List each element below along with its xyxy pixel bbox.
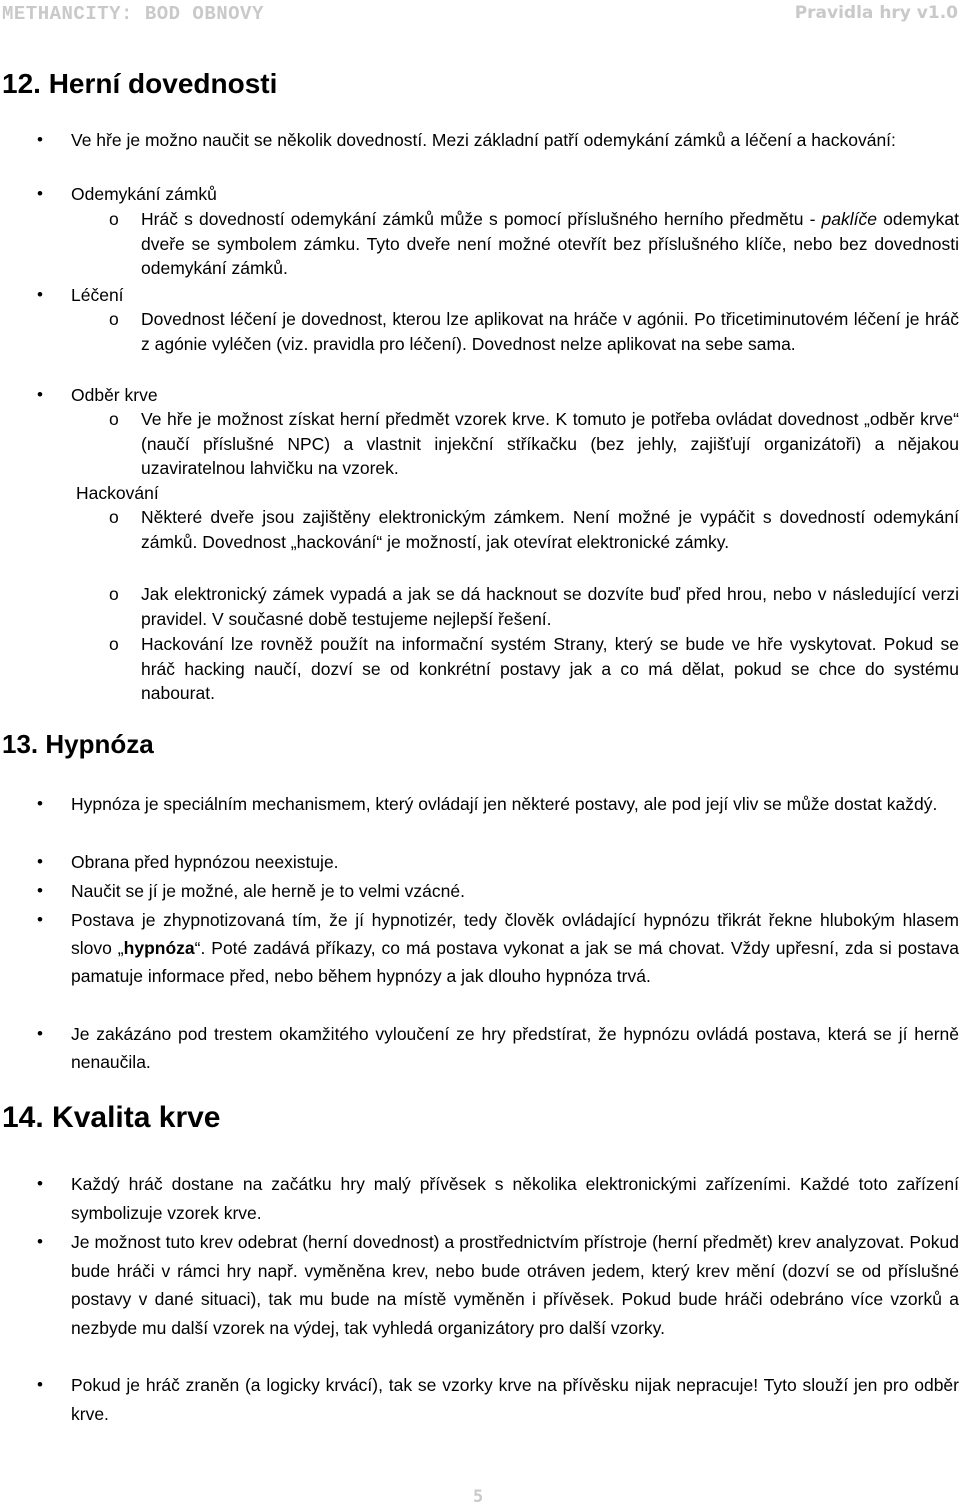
section-13-title: 13. Hypnóza bbox=[2, 729, 154, 759]
blood-quality-bullet-1: • Každý hráč dostane na začátku hry malý přívěsek s několika elektronickými zařízeními. Každé toto zařízení symbolizuje vzorek krve. bbox=[71, 1170, 959, 1227]
hack-paragraph-1: o Některé dveře jsou zajištěny elektronickým zámkem. Není možné je vypáčit s dovedností odemykání zámků. Dovednost „hackování“ je možností, jak otevírat elektronické zámky. bbox=[141, 505, 959, 554]
page-header bbox=[0, 0, 960, 28]
hypnosis-bullet-2: • Obrana před hypnózou neexistuje. bbox=[71, 848, 959, 876]
page-number: 5 bbox=[473, 1487, 484, 1507]
section-14-title: 14. Kvalita krve bbox=[2, 1101, 221, 1134]
hypnosis-bullet-1: • Hypnóza je speciálním mechanismem, který ovládají jen některé postavy, ale pod její vliv se může dostat každý. bbox=[71, 790, 959, 818]
hypnosis-bullet-3: • Naučit se jí je možné, ale herně je to velmi vzácné. bbox=[71, 877, 959, 905]
blood-paragraph: o Ve hře je možnost získat herní předmět vzorek krve. K tomuto je potřeba ovládat dovednost „odběr krve“ (naučí příslušné NPC) a vlastnit injekční stříkačku (bez jehly, zajišťují organizátoři) a nějakou uzaviratelnou lahvičku na vzorek. bbox=[141, 407, 959, 481]
heal-label: • Léčení bbox=[71, 283, 124, 308]
blood-label: • Odběr krve bbox=[71, 383, 158, 408]
hypnosis-bullet-5: • Je zakázáno pod trestem okamžitého vyloučení ze hry předstírat, že hypnózu ovládá postava, která se jí herně nenaučila. bbox=[71, 1020, 959, 1076]
section-12-intro bbox=[71, 128, 959, 153]
blood-quality-bullet-2: • Je možnost tuto krev odebrat (herní dovednost) a prostřednictvím přístroje (herní předmět) krev analyzovat. Pokud bude hráči v rámci hry např. vyměněna krev, nebo bude otráven jedem, který krev mění (dozví se od příslušné postavy v dané situaci), tak mu bude na místě vyměněn i přívěsek. Pokud bude hráči odebráno více vzorků a nezbyde mu další vzorek na výdej, tak vyhledá organizátory pro další vzorky. bbox=[71, 1228, 959, 1342]
lock-text-b: odemykat dveře se symbolem zámku. Tyto dveře není možné otevřít bez příslušného klíče, nebo bez dovednosti odemykání zámků. bbox=[141, 209, 960, 278]
lock-paragraph bbox=[141, 207, 959, 281]
lock-label: • Odemykání zámků bbox=[71, 182, 217, 207]
hack-label: Hackování bbox=[76, 483, 159, 503]
lock-text-italic: paklíče bbox=[821, 209, 877, 229]
header-document-title: METHANCITY: BOD OBNOVY bbox=[2, 3, 264, 25]
hypnosis-b4-text-a: Postava je zhypnotizovaná tím, že jí hypnotizér, tedy člověk ovládající hypnózu třikrát řekne hlubokým hlasem slovo „ bbox=[71, 910, 959, 958]
hypnosis-b4-text-b: “. Poté zadává příkazy, co má postava vykonat a jak se má chovat. Vždy upřesní, zda si postava pamatuje informace před, nebo během hypnózy a jak dlouho hypnóza trvá. bbox=[71, 938, 959, 986]
hack-paragraph-2: o Jak elektronický zámek vypadá a jak se dá hacknout se dozvíte buď před hrou, nebo v následující verzi pravidel. V současné době testujeme nejlepší řešení. bbox=[141, 582, 959, 631]
hypnosis-keyword: hypnóza bbox=[123, 938, 195, 958]
heal-paragraph: o Dovednost léčení je dovednost, kterou lze aplikovat na hráče v agónii. Po třicetiminutovém léčení je hráč z agónie vyléčen (viz. pravidla pro léčení). Dovednost nelze aplikovat na sebe sama. bbox=[141, 307, 959, 356]
lock-text-a: Hráč s dovedností odemykání zámků může s pomocí příslušného herního předmětu - bbox=[141, 209, 822, 229]
blood-quality-bullet-3: • Pokud je hráč zraněn (a logicky krvácí), tak se vzorky krve na přívěsku nijak nepracuje! Tyto slouží jen pro odběr krve. bbox=[71, 1371, 959, 1428]
header-version: Pravidla hry v1.0 bbox=[794, 3, 958, 23]
intro-text: Ve hře je možno naučit se několik dovedností. Mezi základní patří odemykání zámků a léčení a hackování: bbox=[71, 130, 896, 150]
hack-paragraph-3: o Hackování lze rovněž použít na informační systém Strany, který se bude ve hře vyskytovat. Pokud se hráč hacking naučí, dozví se od konkrétní postavy jak a co má dělat, pokud se chce do systému nabourat. bbox=[141, 632, 959, 706]
section-12-title: 12. Herní dovednosti bbox=[2, 68, 278, 99]
hypnosis-bullet-4 bbox=[71, 906, 959, 990]
